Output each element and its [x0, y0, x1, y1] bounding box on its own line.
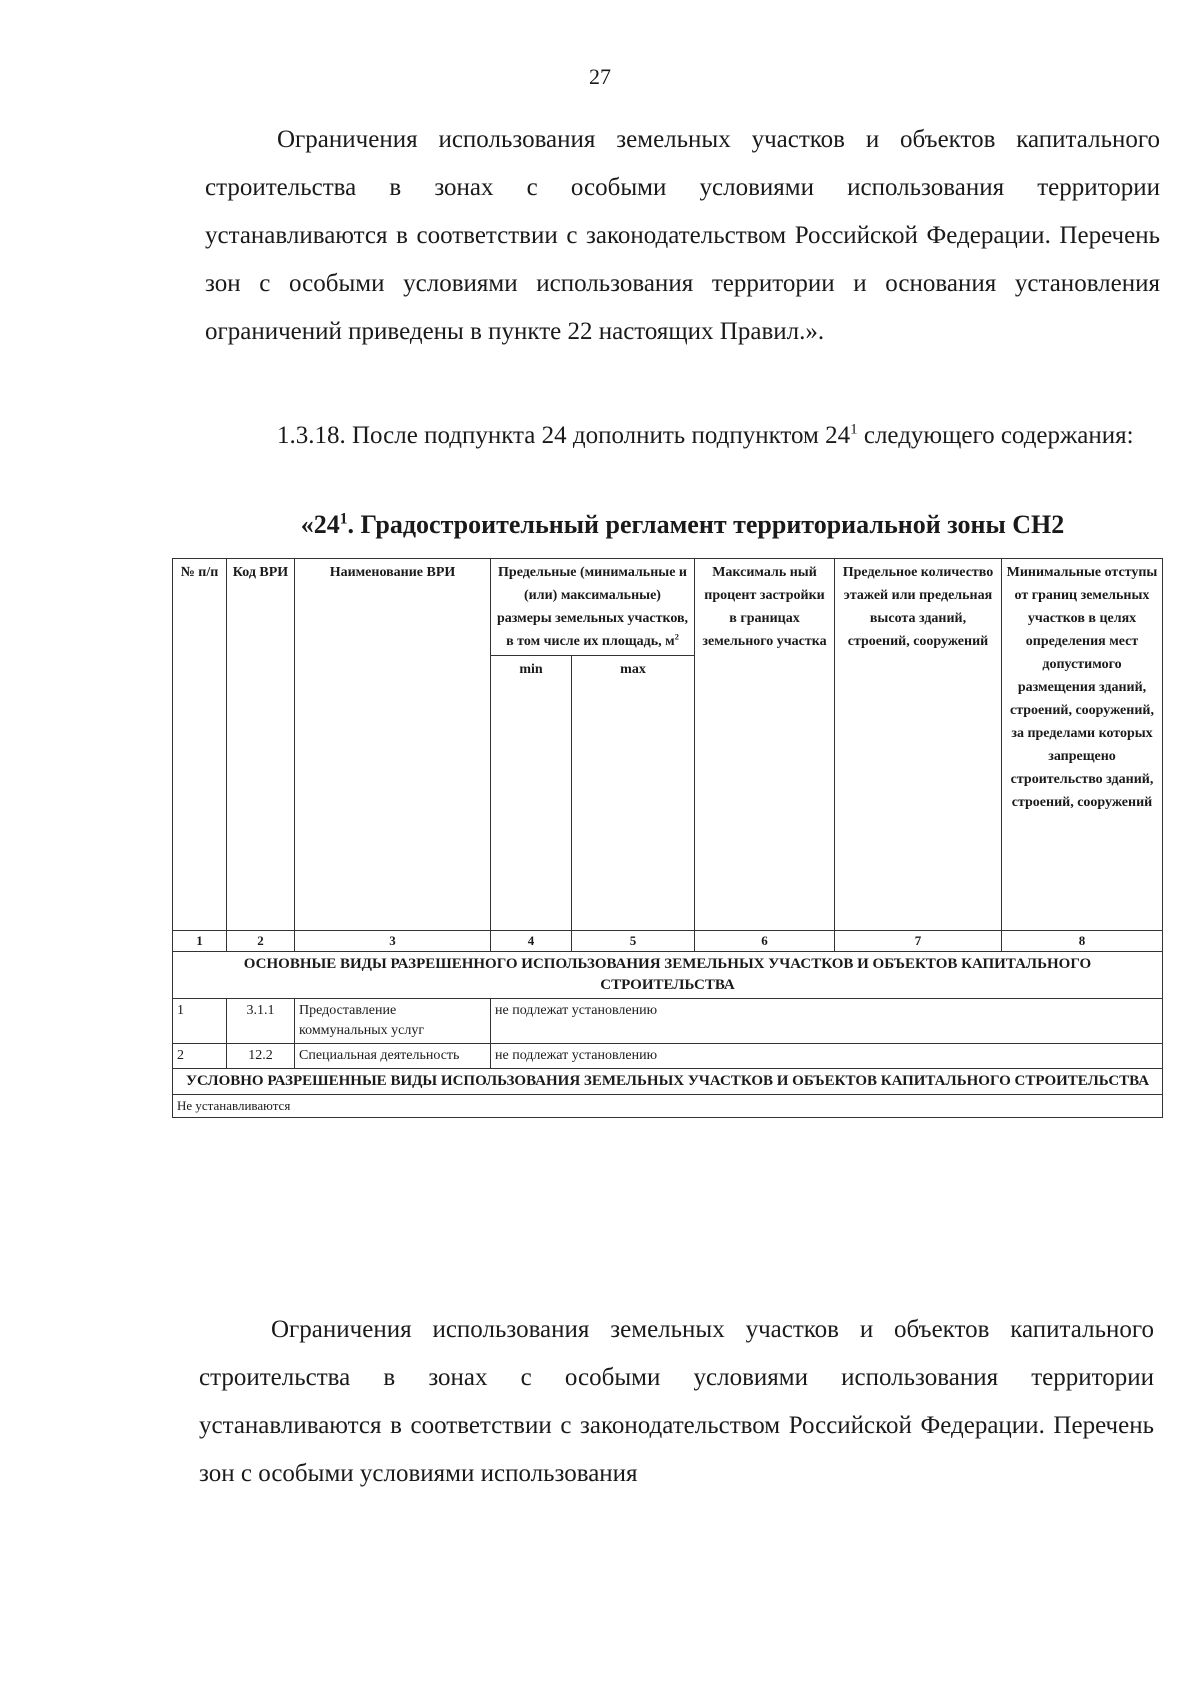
header-min: min	[491, 656, 572, 931]
column-number: 1	[173, 931, 227, 952]
header-plot-sizes	[491, 559, 695, 656]
heading-number: «24	[300, 510, 340, 539]
row-number: 2	[173, 1044, 227, 1069]
header-code: Код ВРИ	[227, 559, 295, 931]
row-value: не подлежат установлению	[491, 1044, 1163, 1069]
header-build-percent: Максималь ный процент застройки в границах земельного участка	[695, 559, 835, 931]
column-number: 4	[491, 931, 572, 952]
header-max: max	[572, 656, 695, 931]
table-row	[173, 999, 1163, 1044]
header-floors: Предельное количество этажей или предельная высота зданий, строений, сооружений	[835, 559, 1002, 931]
column-number: 7	[835, 931, 1002, 952]
header-plot-sizes-sup: 2	[674, 632, 679, 642]
column-number: 6	[695, 931, 835, 952]
section-main-uses: ОСНОВНЫЕ ВИДЫ РАЗРЕШЕННОГО ИСПОЛЬЗОВАНИЯ ЗЕМЕЛЬНЫХ УЧАСТКОВ И ОБЪЕКТОВ КАПИТАЛЬНОГО СТРОИТЕЛЬСТВА	[173, 952, 1163, 999]
table-header-row	[173, 559, 1163, 656]
section-row-main	[173, 952, 1163, 999]
amendment-text-end: следующего содержания:	[857, 422, 1134, 449]
section-heading	[205, 510, 1160, 540]
regulation-table	[172, 558, 1163, 1118]
header-number: № п/п	[173, 559, 227, 931]
header-name: Наименование ВРИ	[295, 559, 491, 931]
row-number: 1	[173, 999, 227, 1044]
paragraph-amendment	[205, 412, 1160, 460]
column-number-row	[173, 931, 1163, 952]
header-plot-sizes-text: Предельные (минимальные и (или) максимальные) размеры земельных участков, в том числе их площадь, м	[496, 565, 689, 649]
amendment-text: 1.3.18. После подпункта 24 дополнить подпунктом 24	[277, 422, 851, 449]
table-row	[173, 1044, 1163, 1069]
row-code: 12.2	[227, 1044, 295, 1069]
section-row-conditional	[173, 1069, 1163, 1095]
section-conditional-uses: УСЛОВНО РАЗРЕШЕННЫЕ ВИДЫ ИСПОЛЬЗОВАНИЯ ЗЕМЕЛЬНЫХ УЧАСТКОВ И ОБЪЕКТОВ КАПИТАЛЬНОГО СТРОИТЕЛЬСТВА	[173, 1069, 1163, 1095]
header-setbacks: Минимальные отступы от границ земельных участков в целях определения мест допустимого размещения зданий, строений, сооружений, за пределами которых запрещено строительство зданий, строений, сооружений	[1002, 559, 1163, 931]
paragraph-restrictions: Ограничения использования земельных участков и объектов капитального строительства в зонах с особыми условиями использования территории устанавливаются в соответствии с законодательством Российской Федерации. Перечень зон с особыми условиями использования территории и основания установления ограничений приведены в пункте 22 настоящих Правил.».	[205, 126, 1160, 345]
row-code: 3.1.1	[227, 999, 295, 1044]
column-number: 2	[227, 931, 295, 952]
conditional-value: Не устанавливаются	[173, 1095, 1163, 1118]
heading-title: . Градостроительный регламент территориальной зоны СН2	[347, 510, 1065, 539]
row-name: Специальная деятельность	[295, 1044, 491, 1069]
page-number: 27	[589, 64, 611, 89]
paragraph-restrictions-repeat: Ограничения использования земельных участков и объектов капитального строительства в зонах с особыми условиями использования территории устанавливаются в соответствии с законодательством Российской Федерации. Перечень зон с особыми условиями использования	[199, 1316, 1154, 1487]
row-value: не подлежат установлению	[491, 999, 1163, 1044]
column-number: 5	[572, 931, 695, 952]
amendment-superscript: 1	[850, 421, 858, 438]
conditional-row	[173, 1095, 1163, 1118]
column-number: 8	[1002, 931, 1163, 952]
heading-superscript: 1	[339, 510, 348, 528]
column-number: 3	[295, 931, 491, 952]
row-name: Предоставление коммунальных услуг	[295, 999, 491, 1044]
